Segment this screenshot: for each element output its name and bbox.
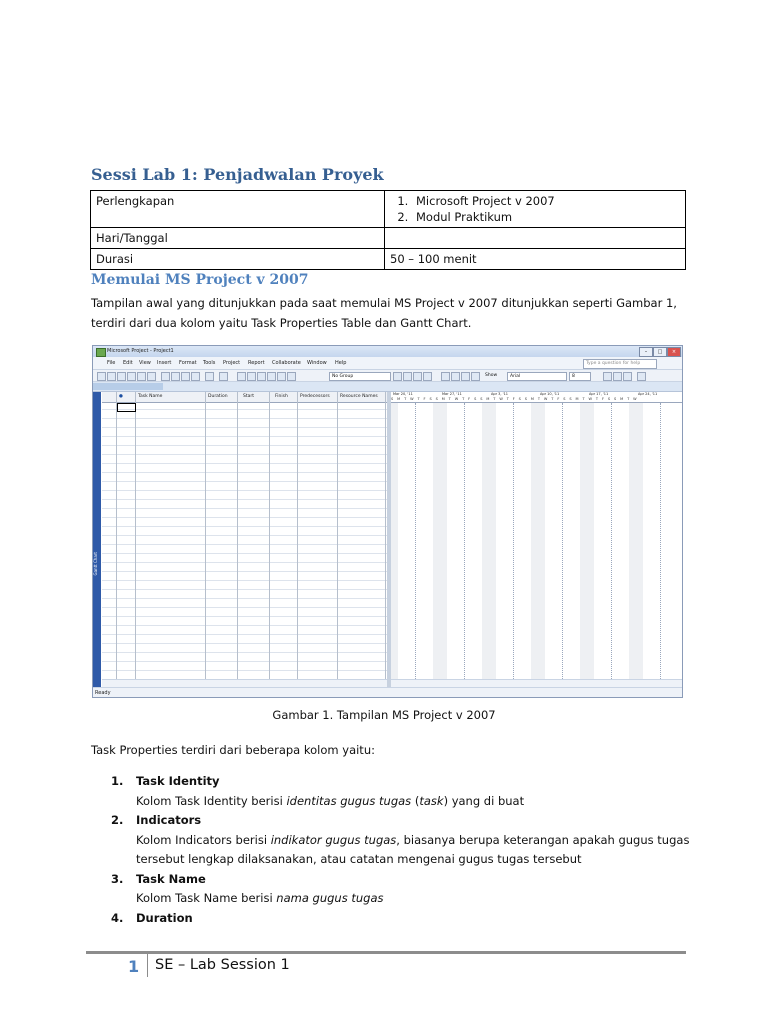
column-divider <box>385 392 386 679</box>
list-item <box>111 909 691 929</box>
column-duration[interactable]: Duration <box>208 394 228 399</box>
ms-project-screenshot <box>92 345 683 698</box>
timescale-week: Apr 10, '11 <box>540 392 560 396</box>
task-info-icon[interactable] <box>267 372 276 381</box>
nonworking-time <box>531 403 545 679</box>
page-heading: Sessi Lab 1: Penjadwalan Proyek <box>91 165 384 184</box>
format-painter-icon[interactable] <box>191 372 200 381</box>
list-item <box>111 772 691 811</box>
menu-tools[interactable]: Tools <box>203 360 216 366</box>
timescale-week: Apr 24, '11 <box>638 392 658 396</box>
item-desc-em: identitas gugus tugas <box>286 793 412 808</box>
timescale-week: Mar 20, '11 <box>393 392 413 396</box>
align-left-icon[interactable] <box>637 372 646 381</box>
column-task-name[interactable]: Task Name <box>138 394 163 399</box>
item-title: Indicators <box>136 813 202 827</box>
menu-format[interactable]: Format <box>179 360 197 366</box>
menu-report[interactable]: Report <box>248 360 265 366</box>
menu-collaborate[interactable]: Collaborate <box>272 360 301 366</box>
status-bar <box>93 687 682 698</box>
menu-help[interactable]: Help <box>335 360 347 366</box>
gantt-chart[interactable] <box>391 392 682 679</box>
toolbar <box>93 370 682 382</box>
timescale-week: Apr 3, '11 <box>491 392 509 396</box>
timescale-days: S M T W T F S S M T W T F S S M T W T F S S M T W T F S S M T W T F S S M T W <box>391 397 682 403</box>
save-icon[interactable] <box>117 372 126 381</box>
column-divider <box>135 392 136 679</box>
gridline <box>660 403 661 679</box>
print-icon[interactable] <box>127 372 136 381</box>
menu-window[interactable]: Window <box>307 360 327 366</box>
info-label: Perlengkapan <box>91 191 385 228</box>
figure-caption: Gambar 1. Tampilan MS Project v 2007 <box>272 708 496 722</box>
column-start[interactable]: Start <box>243 394 254 399</box>
section-title: Memulai MS Project v 2007 <box>91 272 309 288</box>
preview-icon[interactable] <box>137 372 146 381</box>
unlink-icon[interactable] <box>247 372 256 381</box>
font-select[interactable]: Arial <box>507 372 567 381</box>
task-sheet-header <box>102 392 387 403</box>
list-item <box>111 811 691 870</box>
undo-icon[interactable] <box>205 372 214 381</box>
item-number: 4. <box>111 910 124 925</box>
split-icon[interactable] <box>257 372 266 381</box>
info-label: Hari/Tanggal <box>91 228 385 249</box>
item-desc: Kolom Indicators berisi <box>136 832 271 847</box>
item-desc-em: task <box>419 793 444 808</box>
timescale-week: Mar 27, '11 <box>442 392 462 396</box>
item-desc: ) yang di buat <box>443 793 525 808</box>
view-bar[interactable] <box>93 392 101 687</box>
gridline <box>562 403 563 679</box>
cut-icon[interactable] <box>161 372 170 381</box>
item-number: 1. <box>111 774 124 788</box>
new-icon[interactable] <box>97 372 106 381</box>
intro-line-2: terdiri dari dua kolom yaitu Task Properties Table dan Gantt Chart. <box>91 316 472 330</box>
show-subtasks-icon[interactable] <box>461 372 470 381</box>
menu-view[interactable]: View <box>139 360 151 366</box>
info-table <box>90 190 686 270</box>
column-divider <box>269 392 270 679</box>
nonworking-time <box>580 403 594 679</box>
property-list <box>111 772 691 928</box>
footer-divider <box>147 953 148 977</box>
item-title: Task Name <box>136 871 206 886</box>
menu-file[interactable]: File <box>107 360 116 366</box>
list-intro: Task Properties terdiri dari beberapa kolom yaitu: <box>91 743 375 757</box>
bold-icon[interactable] <box>603 372 612 381</box>
task-sheet[interactable] <box>102 392 387 679</box>
column-divider <box>205 392 206 679</box>
item-desc: tersebut lengkap dilaksanakan, atau catatan mengenai gugus tugas tersebut <box>136 852 582 866</box>
help-search-input[interactable]: Type a question for help <box>583 359 657 369</box>
selected-cell[interactable] <box>117 403 136 412</box>
gridline <box>415 403 416 679</box>
nonworking-time <box>629 403 643 679</box>
item-title: Task Identity <box>136 774 220 788</box>
footer-text: SE – Lab Session 1 <box>155 957 290 973</box>
info-value <box>385 191 686 228</box>
zoom-out-icon[interactable] <box>403 372 412 381</box>
equipment-item: 2. Modul Praktikum <box>412 209 680 225</box>
item-desc: Kolom Task Identity berisi <box>136 793 287 808</box>
zoom-in-icon[interactable] <box>393 372 402 381</box>
item-desc: , biasanya berupa keterangan apakah gugus tugas <box>396 832 690 847</box>
window-title: Microsoft Project - Project1 <box>107 348 174 354</box>
underline-icon[interactable] <box>623 372 632 381</box>
copy-icon[interactable] <box>171 372 180 381</box>
column-divider <box>237 392 238 679</box>
open-icon[interactable] <box>107 372 116 381</box>
intro-line-1: Tampilan awal yang ditunjukkan pada saat memulai MS Project v 2007 ditunjukkan seperti Gambar 1, <box>91 296 677 310</box>
gridline <box>611 403 612 679</box>
column-resource-names[interactable]: Resource Names <box>340 394 378 399</box>
hide-subtasks-icon[interactable] <box>471 372 480 381</box>
status-text: Ready <box>95 690 111 696</box>
window-titlebar <box>93 346 682 357</box>
menu-edit[interactable]: Edit <box>123 360 133 366</box>
nonworking-time <box>391 403 398 679</box>
indicators-icon: ● <box>119 394 123 399</box>
item-desc-em: indikator gugus tugas <box>270 832 397 847</box>
column-predecessors[interactable]: Predecessors <box>300 394 330 399</box>
notes-icon[interactable] <box>277 372 286 381</box>
maximize-icon[interactable]: □ <box>653 347 667 357</box>
view-bar-label: Gantt Chart <box>93 552 98 576</box>
equipment-item: 1. Microsoft Project v 2007 <box>412 193 680 209</box>
gridline <box>464 403 465 679</box>
info-value <box>385 228 686 249</box>
item-number: 3. <box>111 871 124 886</box>
help-icon[interactable] <box>423 372 432 381</box>
info-label: Durasi <box>91 249 385 270</box>
scroll-to-task-icon[interactable] <box>413 372 422 381</box>
show-dropdown[interactable]: Show <box>485 373 498 378</box>
info-value: 50 – 100 menit <box>385 249 686 270</box>
item-title: Duration <box>136 910 193 925</box>
redo-icon[interactable] <box>219 372 228 381</box>
link-icon[interactable] <box>237 372 246 381</box>
nonworking-time <box>482 403 496 679</box>
close-icon[interactable]: × <box>667 347 681 357</box>
list-item <box>111 870 691 909</box>
font-size-select[interactable]: 8 <box>569 372 591 381</box>
entry-field[interactable] <box>93 383 163 390</box>
outdent-icon[interactable] <box>441 372 450 381</box>
entry-bar[interactable] <box>93 382 682 392</box>
minimize-icon[interactable]: – <box>639 347 653 357</box>
footer-rule <box>86 951 686 954</box>
timescale-week: Apr 17, '11 <box>589 392 609 396</box>
column-divider <box>297 392 298 679</box>
column-divider <box>337 392 338 679</box>
assign-icon[interactable] <box>287 372 296 381</box>
group-select[interactable]: No Group <box>329 372 391 381</box>
menu-insert[interactable]: Insert <box>157 360 172 366</box>
column-finish[interactable]: Finish <box>275 394 288 399</box>
nonworking-time <box>433 403 447 679</box>
italic-icon[interactable] <box>613 372 622 381</box>
app-icon <box>96 348 106 357</box>
spelling-icon[interactable] <box>147 372 156 381</box>
menu-project[interactable]: Project <box>223 360 241 366</box>
indent-icon[interactable] <box>451 372 460 381</box>
item-desc: ( <box>411 793 420 808</box>
column-divider <box>116 392 117 679</box>
item-desc: Kolom Task Name berisi <box>136 891 277 905</box>
gridline <box>513 403 514 679</box>
item-desc-em: nama gugus tugas <box>276 891 384 905</box>
item-number: 2. <box>111 813 124 827</box>
paste-icon[interactable] <box>181 372 190 381</box>
page-number: 1 <box>128 957 140 976</box>
